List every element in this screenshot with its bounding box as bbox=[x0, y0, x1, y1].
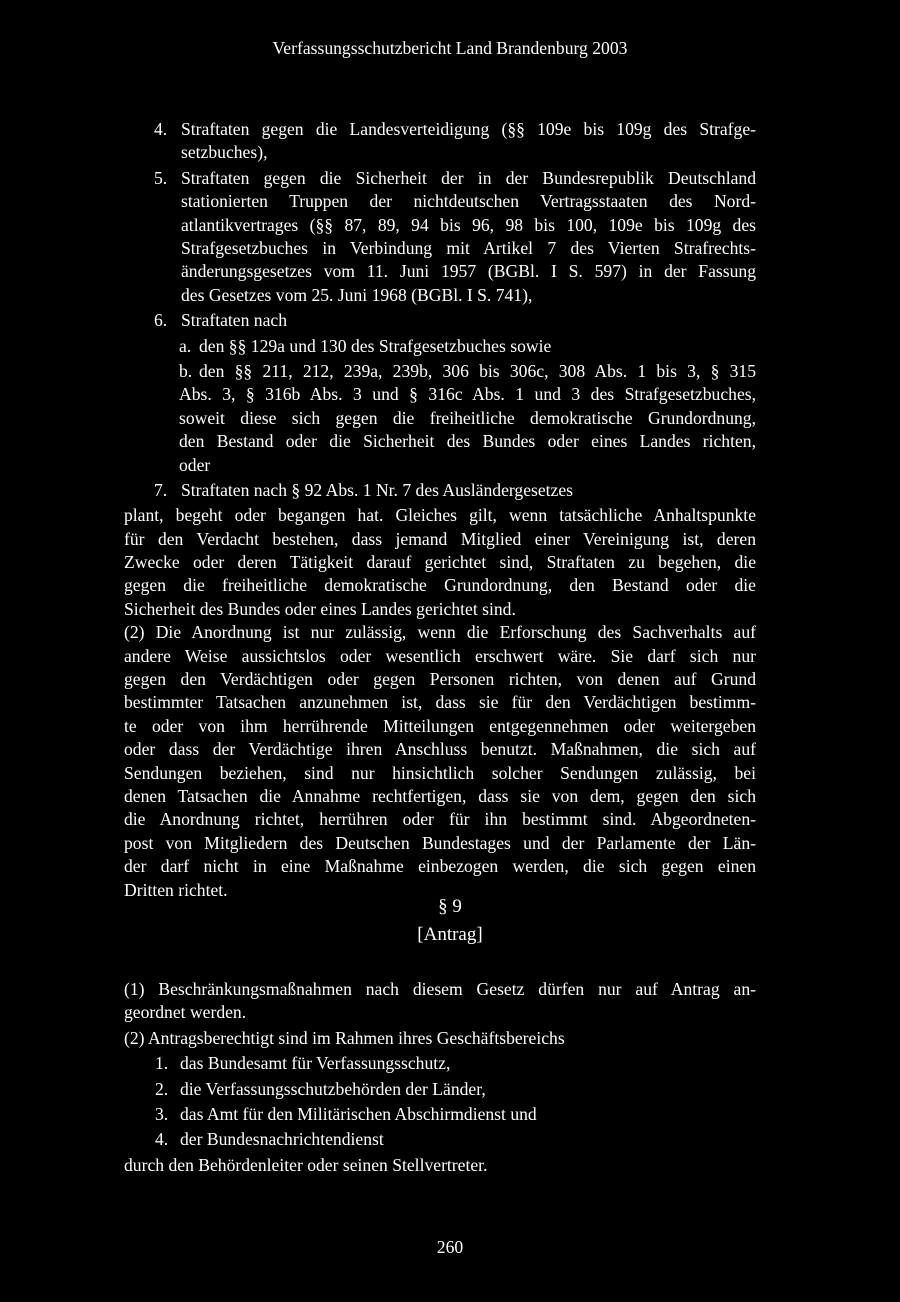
section-number: § 9 bbox=[438, 896, 462, 917]
text-line: oder bbox=[179, 454, 211, 475]
text-line: denen Tatsachen die Annahme rechtfertigen, dass sie von dem, gegen den sich bbox=[124, 786, 756, 806]
text-line: den Bestand oder die Sicherheit des Bundes oder eines Landes richten, bbox=[179, 431, 756, 452]
page-number: 260 bbox=[436, 1237, 464, 1257]
text-line: änderungsgesetzes vom 11. Juni 1957 (BGBl. I S. 597) in der Fassung bbox=[181, 261, 756, 282]
text-line: der darf nicht in eine Maßnahme einbezogen werden, die sich gegen einen bbox=[124, 856, 756, 877]
sub-list-item bbox=[124, 335, 756, 358]
text-line: Sicherheit des Bundes oder eines Landes gerichtet sind. bbox=[124, 598, 516, 619]
sub-item-letter: b. bbox=[179, 360, 193, 381]
text-line: atlantikvertrages (§§ 87, 89, 94 bis 96, 98 bis 100, 109e bis 109g des bbox=[181, 214, 756, 235]
list-item bbox=[124, 479, 756, 502]
text-line: gegen die freiheitliche demokratische Grundordnung, den Bestand oder die bbox=[124, 575, 756, 596]
list-item bbox=[124, 1103, 756, 1126]
text-line: Zwecke oder deren Tätigkeit darauf gerichtet sind, Straftaten zu begehen, die bbox=[124, 552, 756, 573]
body-text bbox=[124, 118, 756, 902]
text-line: andere Weise aussichtslos oder wesentlich erschwert wäre. Sie darf sich nur bbox=[124, 645, 756, 666]
sub-list-item bbox=[124, 360, 756, 383]
text-line: bestimmter Tatsachen anzunehmen ist, dass sie für den Verdächtigen bestimm- bbox=[124, 692, 756, 713]
text-line: (1) Beschränkungsmaßnahmen nach diesem Gesetz dürfen nur auf Antrag an- bbox=[124, 979, 756, 999]
text-line: Strafgesetzbuches in Verbindung mit Artikel 7 des Vierten Strafrechts- bbox=[181, 237, 756, 258]
list-item bbox=[124, 1052, 756, 1075]
text-line: durch den Behördenleiter oder seinen Stellvertreter. bbox=[124, 1154, 488, 1175]
text-line: Straftaten gegen die Sicherheit der in der Bundesrepublik Deutschland bbox=[181, 167, 756, 188]
list-item-text: das Bundesamt für Verfassungsschutz, bbox=[180, 1053, 451, 1074]
text-line: für den Verdacht bestehen, dass jemand Mitglied einer Vereinigung ist, deren bbox=[124, 528, 756, 549]
text-line: Dritten richtet. bbox=[124, 879, 228, 900]
text-line: Straftaten gegen die Landesverteidigung (§§ 109e bis 109g des Strafge- bbox=[181, 119, 756, 139]
list-item-number: 3. bbox=[155, 1103, 169, 1124]
text-line: des Gesetzes vom 25. Juni 1968 (BGBl. I S. 741), bbox=[181, 284, 533, 305]
section-title: [Antrag] bbox=[417, 924, 483, 945]
list-item-number: 1. bbox=[155, 1053, 169, 1074]
list-item-text: der Bundesnachrichtendienst bbox=[180, 1129, 384, 1150]
text-line: gegen den Verdächtigen oder gegen Personen richten, von denen auf Grund bbox=[124, 669, 756, 690]
text-line: (2) Antragsberechtigt sind im Rahmen ihres Geschäftsbereichs bbox=[124, 1027, 565, 1048]
list-item-number: 5. bbox=[154, 167, 168, 188]
text-line: post von Mitgliedern des Deutschen Bundestages und der Parlamente der Län- bbox=[124, 832, 756, 853]
text-line: den §§ 129a und 130 des Strafgesetzbuches sowie bbox=[199, 335, 552, 356]
text-line: Abs. 3, § 316b Abs. 3 und § 316c Abs. 1 und 3 des Strafgesetzbuches, bbox=[179, 384, 756, 405]
text-line: (2) Die Anordnung ist nur zulässig, wenn die Erforschung des Sachverhalts auf bbox=[124, 622, 756, 643]
text-line: setzbuches), bbox=[181, 142, 268, 163]
text-line: die Anordnung richtet, herrühren oder für ihn bestimmt sind. Abgeordneten- bbox=[124, 809, 756, 830]
text-line: Straftaten nach bbox=[181, 310, 288, 331]
text-line: oder dass der Verdächtige ihren Anschluss benutzt. Maßnahmen, die sich auf bbox=[124, 739, 756, 760]
list-item bbox=[124, 118, 756, 165]
section-body bbox=[124, 978, 756, 1177]
list-item-number: 2. bbox=[155, 1078, 169, 1099]
sub-item-letter: a. bbox=[179, 335, 192, 356]
list-item-text: das Amt für den Militärischen Abschirmdienst und bbox=[180, 1103, 537, 1124]
text-line: Sendungen beziehen, sind nur hinsichtlich solcher Sendungen zulässig, bei bbox=[124, 762, 756, 783]
text-line: soweit diese sich gegen die freiheitliche demokratische Grundordnung, bbox=[179, 407, 756, 428]
list-item-number: 7. bbox=[154, 479, 168, 500]
text-line: geordnet werden. bbox=[124, 1002, 247, 1023]
text-line: te oder von ihm herrührende Mitteilungen entgegennehmen oder weitergeben bbox=[124, 715, 756, 736]
text-line: plant, begeht oder begangen hat. Gleiches gilt, wenn tatsächliche Anhaltspunkte bbox=[124, 505, 756, 526]
text-line: den §§ 211, 212, 239a, 239b, 306 bis 306c, 308 Abs. 1 bis 3, § 315 bbox=[199, 360, 756, 381]
text-line: Straftaten nach § 92 Abs. 1 Nr. 7 des Ausländergesetzes bbox=[181, 479, 574, 500]
list-item-number: 4. bbox=[154, 119, 168, 139]
list-item bbox=[124, 309, 756, 332]
list-item-number: 4. bbox=[155, 1129, 169, 1150]
paragraph bbox=[124, 621, 756, 902]
list-item-text: die Verfassungsschutzbehörden der Länder, bbox=[180, 1078, 486, 1099]
paragraph bbox=[124, 978, 756, 1025]
list-item bbox=[124, 167, 756, 307]
list-item bbox=[124, 1128, 756, 1151]
list-item bbox=[124, 1078, 756, 1101]
page-header: Verfassungsschutzbericht Land Brandenburg 2003 bbox=[272, 38, 628, 58]
paragraph bbox=[124, 504, 756, 621]
text-line: stationierten Truppen der nichtdeutschen Vertragsstaaten des Nord- bbox=[181, 191, 756, 212]
list-item-number: 6. bbox=[154, 310, 168, 331]
